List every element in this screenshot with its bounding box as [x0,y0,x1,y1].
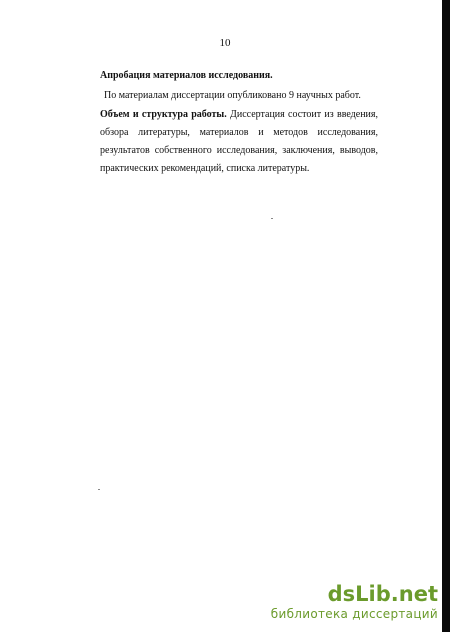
section-heading-approbation: Апробация материалов исследования. [100,70,273,81]
watermark-logo: dsLib.net [327,582,438,606]
watermark [271,582,438,622]
scan-edge-bar [442,0,450,632]
section-heading-structure: Объем и структура работы. [100,109,227,120]
section-paragraph-structure [100,106,378,178]
page-number: 10 [219,37,231,49]
watermark-tagline: библиотека диссертаций [270,607,438,621]
section-text-approbation: По материалам диссертации опубликовано 9 научных работ. [104,90,361,101]
scan-speck [271,218,273,219]
section-text-structure: Диссертация состоит из введения, обзора литературы, материалов и методов исследования, результатов собственного исследования, заключения, выводов, практических рекомендаций, списка литературы. [100,109,378,174]
scan-speck [98,489,100,490]
